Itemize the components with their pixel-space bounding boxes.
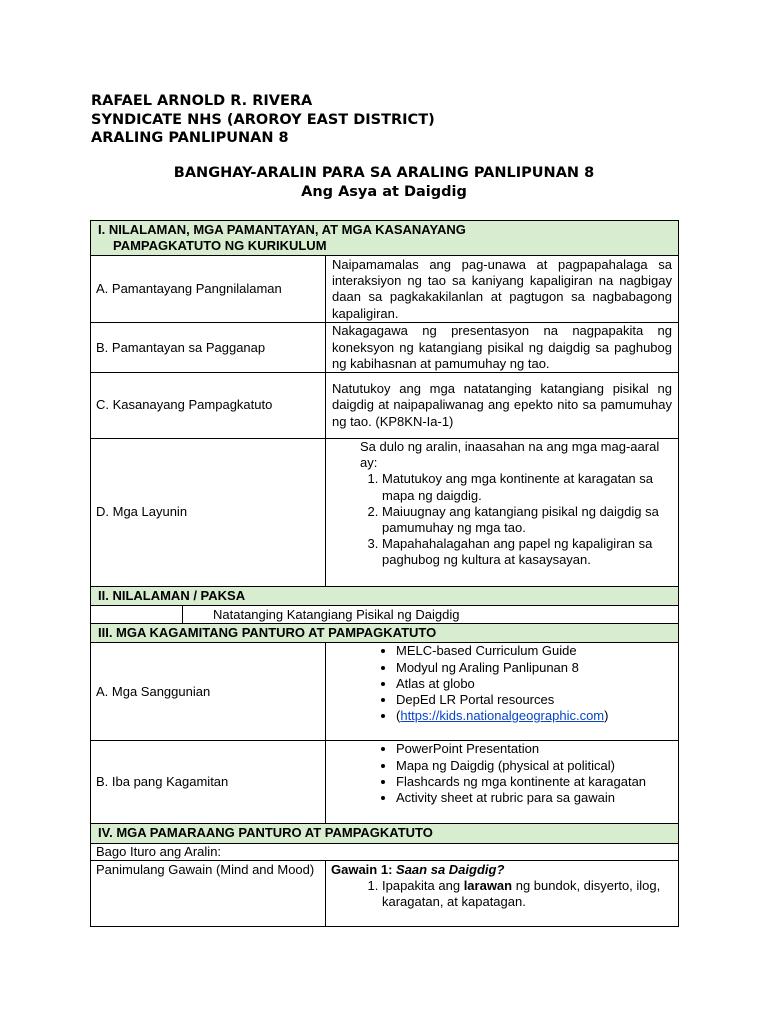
natgeo-kids-link[interactable]: https://kids.nationalgeographic.com [400,708,605,724]
list-item: • Activity sheet at rubric para sa gawain [396,790,673,806]
bago-ituro: Bago Ituro ang Aralin: [91,843,679,860]
table-row [91,741,679,824]
list-item: 3. Mapahahalagahan ang papel ng kapaligiran sa paghubog ng kultura at kasaysayan. [382,536,673,568]
list-item: • PowerPoint Presentation [396,741,673,757]
author-subject: ARALING PANLIPUNAN 8 [91,130,289,146]
lesson-plan-table [90,220,679,927]
table-row [91,439,679,587]
link-open-paren: ( [396,708,401,724]
row-text-c: Natutukoy ang mga natatanging katangiang pisikal ng daigdig at naipapaliwanag ang epekto nito sa pamumuhay ng tao. (KP8KN-Ia-1) [326,373,679,439]
kagamitan-label: B. Iba pang Kagamitan [91,741,326,824]
list-item: • MELC-based Curriculum Guide [396,643,673,659]
table-row [91,373,679,439]
section4-header-row [91,824,679,843]
gawain-heading [331,862,673,878]
sanggunian-list [331,643,673,724]
list-item [382,878,673,910]
row-text-b: Nakagagawa ng presentasyon na nagpapakita ng koneksyon ng katangiang pisikal ng daigdig sa paghubog ng kabihasnan at pamumuhay ng tao. [326,323,679,373]
gawain-prefix: Gawain 1: [331,861,397,877]
step-text-pre: Ipapakita ang [382,878,464,894]
list-item: • Flashcards ng mga kontinente at karagatan [396,774,673,790]
section1-heading [91,221,679,256]
section3-header-row [91,624,679,643]
section2-heading: II. NILALAMAN / PAKSA [91,587,679,606]
table-row [91,643,679,741]
section1-heading-b: PAMPAGKATUTO NG KURIKULUM [113,238,327,254]
step-text-post: ng bundok, disyerto, ilog, karagatan, at kapatagan. [382,878,661,910]
list-item: • Atlas at globo [396,676,673,692]
author-school: SYNDICATE NHS (AROROY EAST DISTRICT) [91,112,435,128]
row-label-a: A. Pamantayang Pangnilalaman [91,256,326,323]
sub-heading-row [91,843,679,860]
document-title: BANGHAY-ARALIN PARA SA ARALING PANLIPUNAN 8 [173,165,595,181]
list-item [396,708,673,724]
table-row [91,256,679,323]
layunin-cell [326,439,679,587]
table-row [91,860,679,926]
table-row [91,323,679,373]
section2-header-row [91,587,679,606]
topic-empty-cell [91,606,183,624]
gawain-title: Saan sa Daigdig? [396,861,505,877]
layunin-list [331,471,673,568]
panimula-label: Panimulang Gawain (Mind and Mood) [91,860,326,926]
gawain-steps [331,878,673,910]
step-text-bold: larawan [463,878,513,894]
sanggunian-cell [326,643,679,741]
link-close-paren: ) [604,708,609,724]
gawain-cell [326,860,679,926]
sanggunian-label: A. Mga Sanggunian [91,643,326,741]
kagamitan-cell [326,741,679,824]
row-label-d: D. Mga Layunin [91,439,326,587]
topic-text: Natatanging Katangiang Pisikal ng Daigdig [183,606,679,624]
list-item: • DepEd LR Portal resources [396,692,673,708]
row-label-c: C. Kasanayang Pampagkatuto [91,373,326,439]
list-item: • Mapa ng Daigdig (physical at political) [396,758,673,774]
topic-row [91,606,679,624]
section4-heading: IV. MGA PAMARAANG PANTURO AT PAMPAGKATUTO [91,824,679,843]
list-item: 1. Matutukoy ang mga kontinente at karagatan sa mapa ng daigdig. [382,471,673,503]
section1-heading-a: I. NILALAMAN, MGA PAMANTAYAN, AT MGA KASANAYANG [98,222,466,237]
section3-heading: III. MGA KAGAMITANG PANTURO AT PAMPAGKATUTO [91,624,679,643]
kagamitan-list [331,741,673,806]
document-subtitle: Ang Asya at Daigdig [301,184,467,200]
list-item: • Modyul ng Araling Panlipunan 8 [396,660,673,676]
row-text-a: Naipamamalas ang pag-unawa at pagpapahalaga sa interaksiyon ng tao sa kaniyang kapaligiran na nagbigay daan sa pagkakakilanlan at pagtugon sa nagbabagong kapaligiran. [326,256,679,323]
layunin-intro: Sa dulo ng aralin, inaasahan na ang mga mag-aaral ay: [360,439,660,471]
section1-header-row [91,221,679,256]
list-item: 2. Maiuugnay ang katangiang pisikal ng daigdig sa pamumuhay ng mga tao. [382,504,673,536]
row-label-b: B. Pamantayan sa Pagganap [91,323,326,373]
author-name: RAFAEL ARNOLD R. RIVERA [91,93,313,109]
